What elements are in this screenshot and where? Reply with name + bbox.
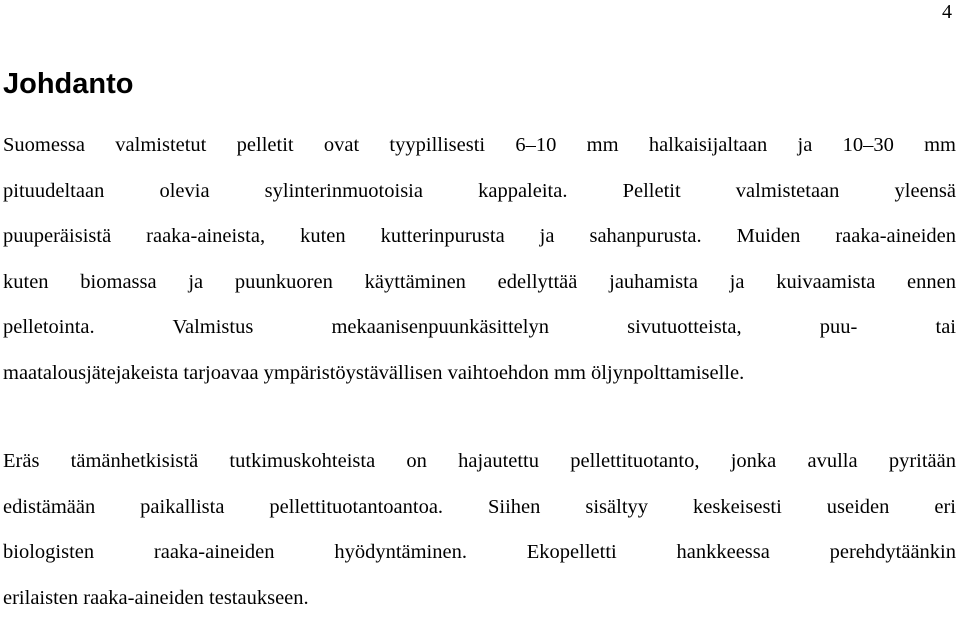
paragraph-research — [3, 439, 956, 621]
paragraph-intro — [3, 123, 956, 397]
paragraph-line: biologisten raaka-aineiden hyödyntäminen. Ekopelletti hankkeessa perehdytäänkin — [3, 541, 956, 564]
paragraph-line: puuperäisistä raaka-aineista, kuten kutterinpurusta ja sahanpurusta. Muiden raaka-aineiden — [3, 225, 956, 248]
paragraph-line: erilaisten raaka-aineiden testaukseen. — [3, 586, 309, 609]
paragraph-line: maatalousjätejakeista tarjoavaa ympäristöystävällisen vaihtoehdon mm öljynpolttamiselle. — [3, 361, 745, 384]
section-heading: Johdanto — [3, 68, 134, 100]
paragraph-line: kuten biomassa ja puunkuoren käyttäminen edellyttää jauhamista ja kuivaamista ennen — [3, 270, 956, 293]
paragraph-line: pituudeltaan olevia sylinterinmuotoisia kappaleita. Pelletit valmistetaan yleensä — [3, 179, 956, 202]
paragraph-line: pelletointa. Valmistus mekaanisenpuunkäsittelyn sivutuotteista, puu- tai — [3, 316, 956, 339]
paragraph-line: Eräs tämänhetkisistä tutkimuskohteista on hajautettu pellettituotanto, jonka avulla pyritään — [3, 450, 956, 472]
paragraph-line: edistämään paikallista pellettituotantoantoa. Siihen sisältyy keskeisesti useiden eri — [3, 495, 956, 518]
page-number: 4 — [942, 1, 952, 23]
paragraph-line: Suomessa valmistetut pelletit ovat tyypillisesti 6–10 mm halkaisijaltaan ja 10–30 mm — [3, 134, 956, 156]
